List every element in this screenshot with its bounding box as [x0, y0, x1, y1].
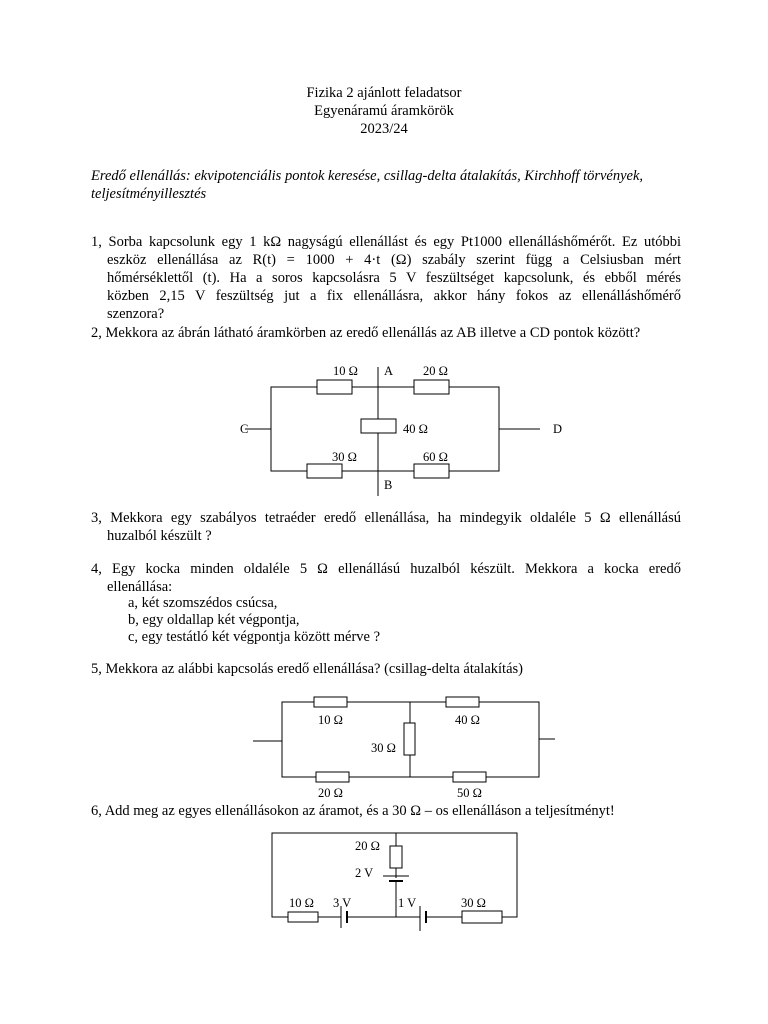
- fig1-label-30: 30 Ω: [332, 450, 357, 464]
- q4-option-a: a, két szomszédos csúcsa,: [128, 595, 278, 611]
- fig1-node-c: C: [240, 422, 249, 436]
- fig2-label-50: 50 Ω: [457, 786, 482, 800]
- fig3-label-2v: 2 V: [355, 866, 374, 880]
- circuit-figure-3: [272, 833, 517, 931]
- q3-line-2: huzalból készült ?: [107, 528, 212, 544]
- fig3-label-30: 30 Ω: [461, 896, 486, 910]
- fig3-resistor-10: [288, 912, 318, 922]
- q4-line-2: ellenállása:: [107, 579, 173, 595]
- fig1-node-b: B: [384, 478, 393, 492]
- circuit-figure-2: [253, 697, 555, 800]
- fig1-resistor-20: [414, 380, 449, 394]
- fig3-label-20: 20 Ω: [355, 839, 380, 853]
- q4-option-c: c, egy testátló két végpontja között mérve ?: [128, 629, 381, 645]
- fig2-resistor-30: [404, 723, 415, 755]
- fig1-label-20: 20 Ω: [423, 364, 448, 378]
- question-2: 2, Mekkora az ábrán látható áramkörben az eredő ellenállás az AB illetve a CD pontok között?: [91, 325, 641, 341]
- fig2-label-20: 20 Ω: [318, 786, 343, 800]
- fig3-label-3v: 3 V: [333, 896, 352, 910]
- fig3-resistor-20: [390, 846, 402, 868]
- fig1-node-d: D: [553, 422, 563, 436]
- q4-option-b: b, egy oldallap két végpontja,: [128, 612, 300, 628]
- q4-line-1: 4, Egy kocka minden oldaléle 5 Ω ellenállású huzalból készült. Mekkora a kocka eredő: [91, 561, 681, 577]
- fig1-label-60: 60 Ω: [423, 450, 448, 464]
- question-5: 5, Mekkora az alábbi kapcsolás eredő ellenállása? (csillag-delta átalakítás): [91, 661, 523, 677]
- fig2-label-40: 40 Ω: [455, 713, 480, 727]
- fig3-resistor-30: [462, 911, 502, 923]
- q1-line-3: hőmérséklettől (t). Ha a soros kapcsolásra 5 V feszültséget kapcsolunk, és ebből mérés: [107, 270, 681, 286]
- fig3-label-1v: 1 V: [398, 896, 417, 910]
- fig1-resistor-30: [307, 464, 342, 478]
- fig1-node-a: A: [384, 364, 394, 378]
- fig1-resistor-10: [317, 380, 352, 394]
- fig1-label-40: 40 Ω: [403, 422, 428, 436]
- fig1-resistor-60: [414, 464, 449, 478]
- fig1-label-10: 10 Ω: [333, 364, 358, 378]
- title-line-1: Fizika 2 ajánlott feladatsor: [306, 85, 462, 101]
- topic-subtitle: Eredő ellenállás: ekvipotenciális pontok keresése, csillag-delta átalakítás, Kirchhoff törvények, teljesítményillesztés: [91, 168, 644, 202]
- circuit-figure-1: [240, 364, 562, 496]
- fig2-label-10: 10 Ω: [318, 713, 343, 727]
- q1-line-2: eszköz ellenállása az R(t) = 1000 + 4·t (Ω) szabály szerint függ a Celsiusban mért: [107, 252, 681, 268]
- fig3-label-10: 10 Ω: [289, 896, 314, 910]
- fig2-resistor-40: [446, 697, 479, 707]
- q3-line-1: 3, Mekkora egy szabályos tetraéder eredő ellenállása, ha mindegyik oldaléle 5 Ω ellenállású: [91, 510, 681, 526]
- q1-line-4: közben 2,15 V feszültség jut a fix ellenállásra, akkor hány fokos az ellenálláshőmérő: [107, 288, 681, 304]
- fig2-resistor-20: [316, 772, 349, 782]
- question-6: 6, Add meg az egyes ellenállásokon az áramot, és a 30 Ω – os ellenálláson a teljesítményt!: [91, 803, 615, 819]
- title-line-3: 2023/24: [360, 121, 408, 137]
- fig2-resistor-50: [453, 772, 486, 782]
- fig2-resistor-10: [314, 697, 347, 707]
- fig2-label-30: 30 Ω: [371, 741, 396, 755]
- q1-line-1: 1, Sorba kapcsolunk egy 1 kΩ nagyságú ellenállást és egy Pt1000 ellenálláshőmérőt. Ez utóbbi: [91, 234, 681, 250]
- fig1-resistor-40: [361, 419, 396, 433]
- q1-line-5: szenzora?: [107, 306, 165, 322]
- title-line-2: Egyenáramú áramkörök: [314, 103, 454, 119]
